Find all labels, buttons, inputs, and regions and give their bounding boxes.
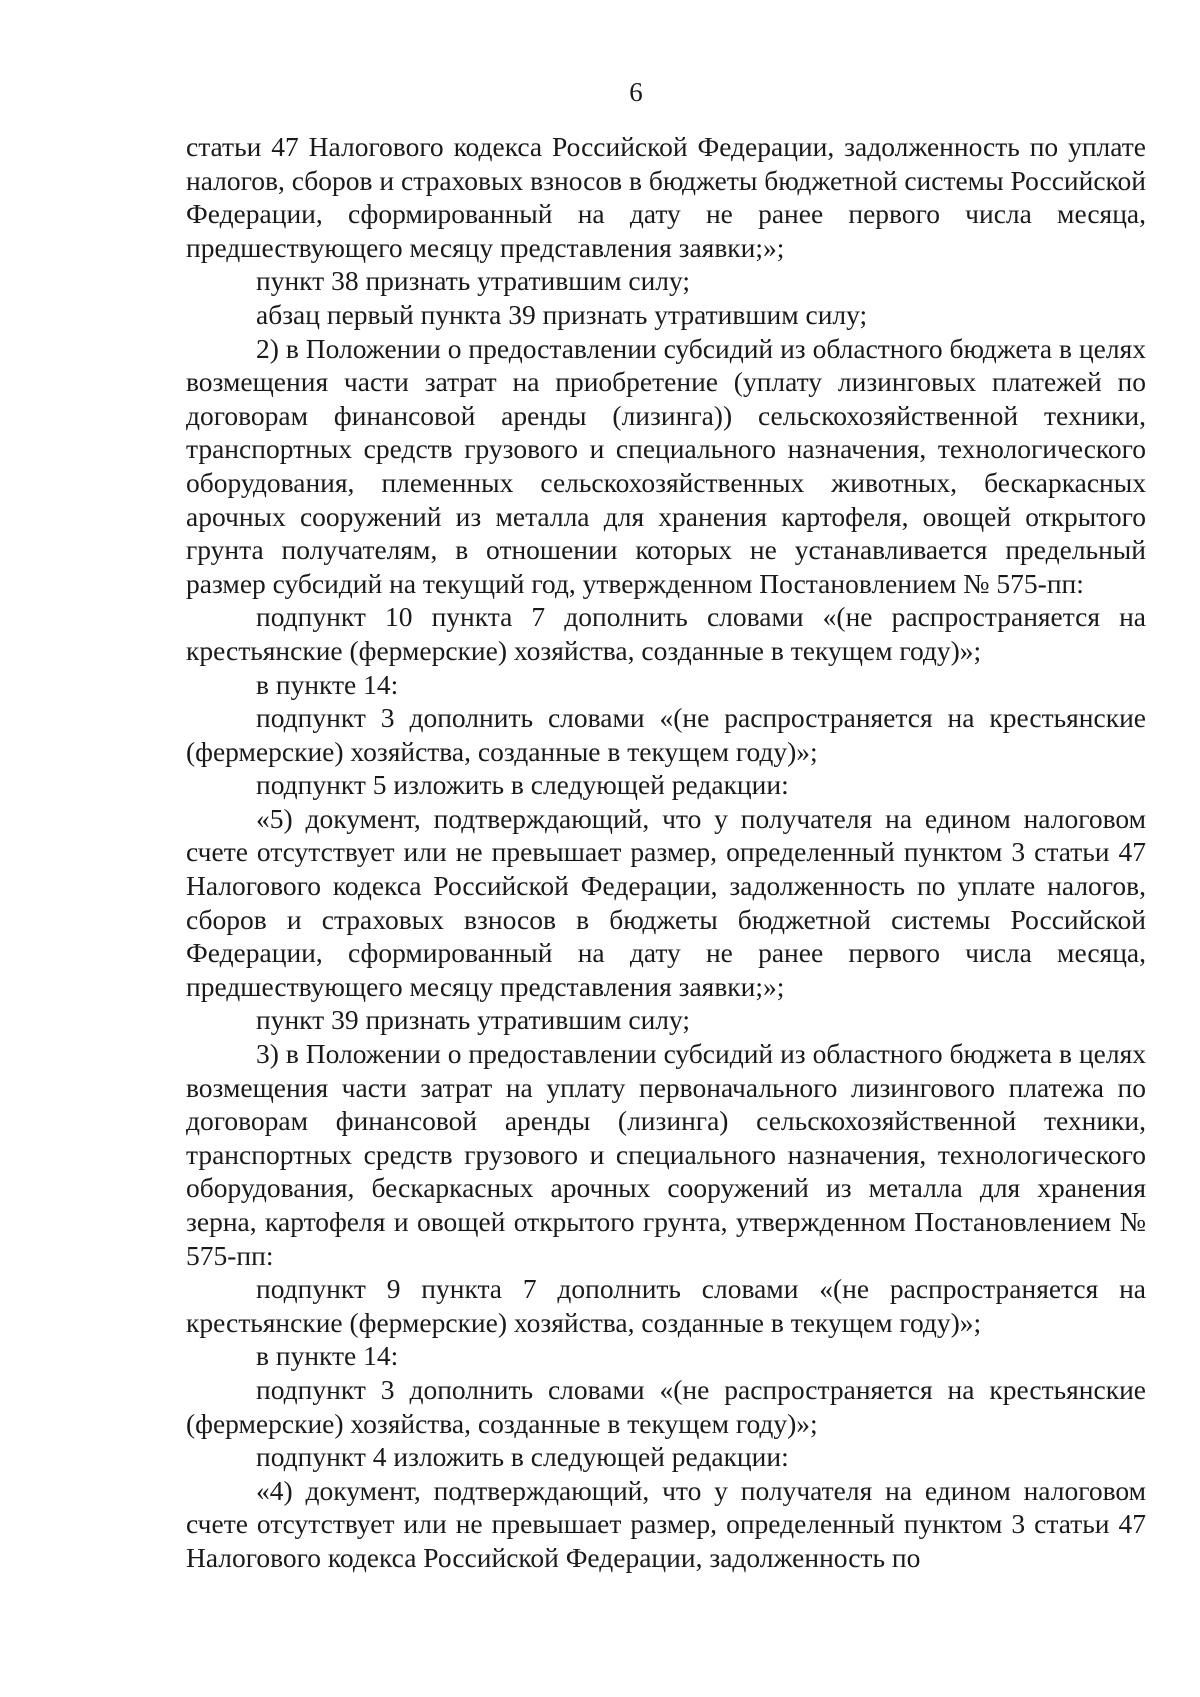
paragraph-section-2: 2) в Положении о предоставлении субсидий из областного бюджета в целях возмещения части затрат на приобретение (уплату лизинговых платежей по договорам финансовой аренды (лизинга)) сельскохозяйственной техники, транспортных средств грузового и специального назначения, технологического оборудования, племенных сельскохозяйственных животных, бескаркасных арочных сооружений из металла для хранения картофеля, овощей открытого грунта получателям, в отношении которых не устанавливается предельный размер субсидий на текущий год, утвержденном Постановлением № 575-пп: [186,332,1146,599]
paragraph-subitem-3: подпункт 3 дополнить словами «(не распространяется на крестьянские (фермерские) хозяйства, созданные в текущем году)»; [186,702,1146,767]
paragraph-item-14-second: в пункте 14: [256,1340,399,1372]
page-number: 6 [629,77,643,107]
paragraph-subitem-4-text: «4) документ, подтверждающий, что у получателя на едином налоговом счете отсутствует или не превышает размер, определенный пунктом 3 статьи 47 Налогового кодекса Российской Федерации, задолженность по [186,1474,1146,1573]
paragraph-subitem-9: подпункт 9 пункта 7 дополнить словами «(не распространяется на крестьянские (фермерские) хозяйства, созданные в текущем году)»; [186,1273,1146,1338]
paragraph-item-14: в пункте 14: [256,668,399,700]
paragraph-item-39: пункт 39 признать утратившим силу; [256,1004,691,1036]
paragraph-item-39-first: абзац первый пункта 39 признать утратившим силу; [256,298,868,330]
paragraph-subitem-3-second: подпункт 3 дополнить словами «(не распространяется на крестьянские (фермерские) хозяйства, созданные в текущем году)»; [186,1373,1146,1439]
paragraph-subitem-5-text: «5) документ, подтверждающий, что у получателя на едином налоговом счете отсутствует или не превышает размер, определенный пунктом 3 статьи 47 Налогового кодекса Российской Федерации, задолженность по уплате налогов, сборов и страховых взносов в бюджеты бюджетной системы Российской Федерации, сформированный на дату не ранее первого числа месяца, предшествующего месяцу представления заявки;»; [186,802,1146,1002]
paragraph-continuation: статьи 47 Налогового кодекса Российской Федерации, задолженность по уплате налогов, сборов и страховых взносов в бюджеты бюджетной системы Российской Федерации, сформированный на дату не ранее первого числа месяца, предшествующего месяцу представления заявки;»; [186,131,1146,263]
paragraph-item-38: пункт 38 признать утратившим силу; [256,265,691,297]
paragraph-subitem-4-intro: подпункт 4 изложить в следующей редакции: [256,1441,789,1473]
document-body [186,130,1146,1575]
paragraph-section-3: 3) в Положении о предоставлении субсидий из областного бюджета в целях возмещения части затрат на уплату первоначального лизингового платежа по договорам финансовой аренды (лизинга) сельскохозяйственной техники, транспортных средств грузового и специального назначения, технологического оборудования, бескаркасных арочных сооружений из металла для хранения зерна, картофеля и овощей открытого грунта, утвержденном Постановлением № 575-пп: [186,1038,1146,1271]
paragraph-subitem-5-intro: подпункт 5 изложить в следующей редакции: [256,769,789,801]
paragraph-subitem-10: подпункт 10 пункта 7 дополнить словами «(не распространяется на крестьянские (фермерские) хозяйства, созданные в текущем году)»; [186,601,1146,666]
